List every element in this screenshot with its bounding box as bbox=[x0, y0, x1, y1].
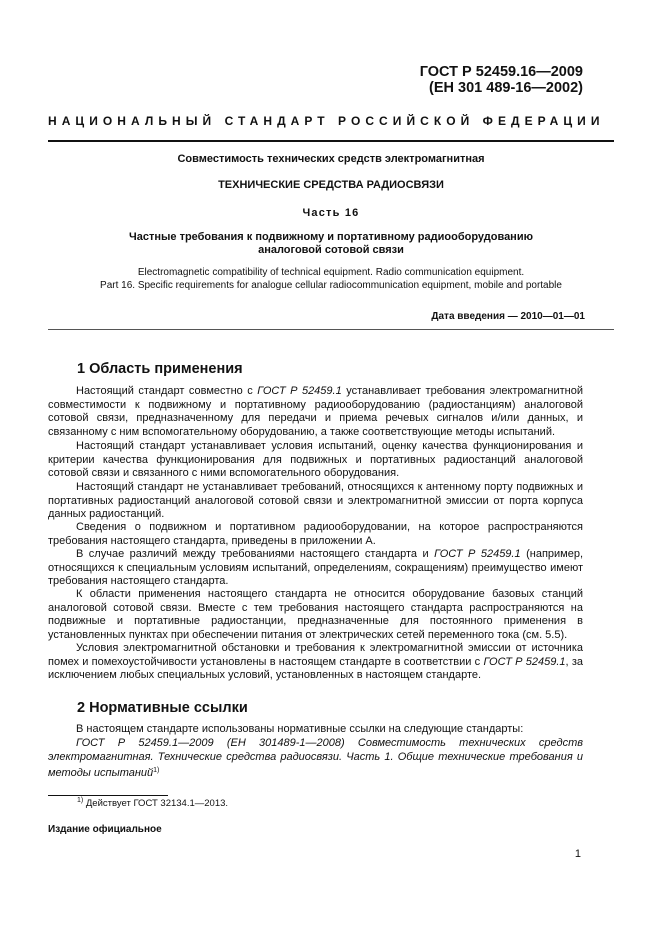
header-rule bbox=[48, 140, 614, 142]
subtitle-line1: Частные требования к подвижному и портативному радиооборудованию bbox=[129, 231, 533, 243]
footnote-text: Действует ГОСТ 32134.1—2013. bbox=[83, 798, 229, 809]
text: , за исключением любых специальных условий, установленных в настоящем стандарте. bbox=[48, 655, 583, 681]
section1-paragraph: Настоящий стандарт не устанавливает требований, относящихся к антенному порту подвижных и портативных радиостанций аналоговой сотовой связи и электромагнитной эмиссии от порта корпуса данных радиостанций. bbox=[48, 481, 583, 520]
reference: ГОСТ Р 52459.1 bbox=[483, 655, 566, 668]
standard-code-en: (ЕН 301 489-16—2002) bbox=[429, 80, 583, 96]
edition-label: Издание официальное bbox=[48, 824, 162, 835]
section1-paragraph: Сведения о подвижном и портативном радиооборудовании, на которое распространяются требования настоящего стандарта, приведены в приложении А. bbox=[48, 521, 583, 547]
section1-heading: 1 Область применения bbox=[77, 361, 243, 377]
footnote-rule bbox=[48, 795, 168, 796]
title-line2: ТЕХНИЧЕСКИЕ СРЕДСТВА РАДИОСВЯЗИ bbox=[218, 179, 444, 191]
section2-paragraph: В настоящем стандарте использованы нормативные ссылки на следующие стандарты: bbox=[76, 723, 524, 735]
text: Настоящий стандарт совместно с bbox=[76, 385, 258, 397]
standard-code bbox=[420, 64, 583, 96]
date-rule bbox=[48, 329, 614, 330]
title-subtitle bbox=[48, 231, 614, 257]
text: В случае различий между требованиями настоящего стандарта и bbox=[76, 548, 435, 560]
title-part: Часть 16 bbox=[302, 207, 360, 219]
english-title bbox=[48, 266, 614, 292]
section2-reference-entry bbox=[48, 737, 583, 781]
text: устанавливает требования электромагнитной совместимости к подвижному и портативному радиооборудованию (радиостанциям) аналоговой сотовой связи, предназначенному для передачи и приема речевых сигналов и/или данных, и связанному с ним вспомогательному оборудованию, а также соответствующие методы испытаний. bbox=[48, 385, 583, 438]
section1-paragraph: К области применения настоящего стандарта не относится оборудование базовых станций аналоговой сотовой связи. Вместе с тем требования настоящего стандарта распространяются на подвижные и портативные радиостанции, предназначенные для постоянного применения в установленных пунктах при обеспечении питания от электрических сетей переменного тока (см. 5.5). bbox=[48, 588, 583, 641]
reference-text: ГОСТ Р 52459.1—2009 (ЕН 301489-1—2008) Совместимость технических средств электромагнитная. Технические средства радиосвязи. Часть 1. Общие технические требования и методы испытаний bbox=[48, 737, 583, 779]
subtitle-line2: аналоговой сотовой связи bbox=[258, 244, 404, 256]
title-line1: Совместимость технических средств электромагнитная bbox=[177, 153, 485, 165]
standard-code-ru: ГОСТ Р 52459.16—2009 bbox=[419, 64, 583, 80]
page-number: 1 bbox=[574, 848, 581, 860]
text: Условия электромагнитной обстановки и требования к электромагнитной эмиссии от источника помех и помехоустойчивости установлены в настоящем стандарте в соответствии с bbox=[48, 642, 583, 668]
footnote-mark: 1) bbox=[77, 797, 84, 804]
text: (например, относящихся к специальным условиям испытаний, определениям, сокращениям) преимущество имеют требования настоящего стандарта. bbox=[48, 548, 584, 587]
reference: ГОСТ Р 52459.1 bbox=[434, 548, 521, 560]
footnote bbox=[77, 797, 228, 809]
section1-paragraph: Настоящий стандарт устанавливает условия испытаний, оценку качества функционирования и критерии качества функционирования для подвижных и портативных радиостанций аналоговой сотовой связи и связанного с ними вспомогательного оборудования. bbox=[48, 440, 583, 479]
national-standard-banner: НАЦИОНАЛЬНЫЙ СТАНДАРТ РОССИЙСКОЙ ФЕДЕРАЦИИ bbox=[48, 114, 605, 128]
footnote-marker: 1) bbox=[153, 767, 160, 774]
section1-paragraph bbox=[48, 642, 583, 683]
section2-heading: 2 Нормативные ссылки bbox=[77, 700, 248, 716]
english-title-line2: Part 16. Specific requirements for analogue cellular radiocommunication equipment, mobile and portable bbox=[100, 280, 562, 291]
reference: ГОСТ Р 52459.1 bbox=[257, 385, 342, 397]
section1-paragraph bbox=[48, 385, 583, 439]
section1-paragraph bbox=[48, 548, 583, 589]
introduction-date: Дата введения — 2010—01—01 bbox=[431, 311, 585, 322]
english-title-line1: Electromagnetic compatibility of technical equipment. Radio communication equipment. bbox=[137, 267, 525, 278]
